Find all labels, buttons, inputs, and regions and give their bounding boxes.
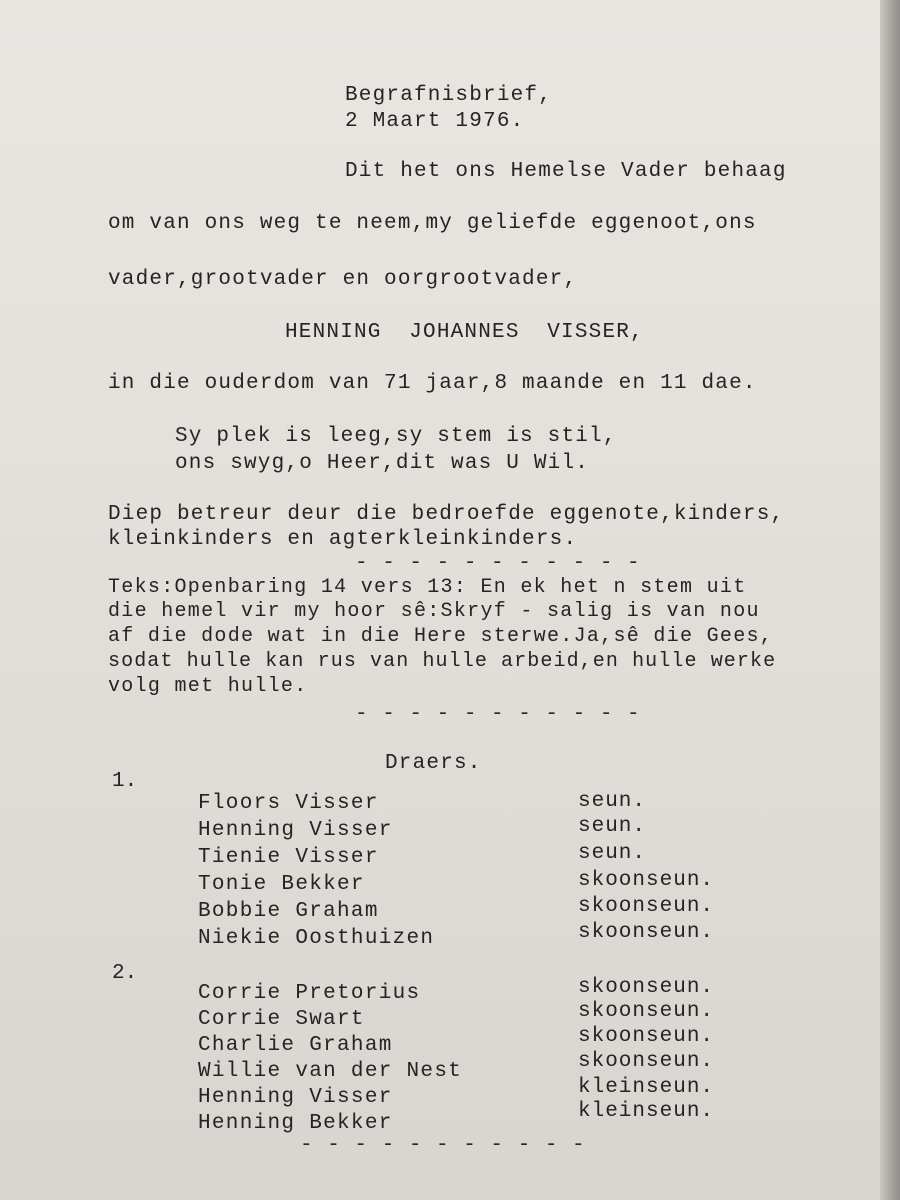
group-2-label: 2. xyxy=(112,962,138,985)
age-line: in die ouderdom van 71 jaar,8 maande en 11 dae. xyxy=(108,372,757,395)
bearer-relation: skoonseun. xyxy=(578,1000,715,1023)
scripture-line-2: die hemel vir my hoor sê:Skryf - salig is van nou xyxy=(108,600,760,623)
bearer-relation: skoonseun. xyxy=(578,1050,715,1073)
intro-line-3: vader,grootvader en oorgrootvader, xyxy=(108,268,578,291)
verse-line-1: Sy plek is leeg,sy stem is stil, xyxy=(175,425,617,448)
page-edge-shadow xyxy=(880,0,900,1200)
bearer-relation: seun. xyxy=(578,842,647,865)
bearer-name: Tonie Bekker xyxy=(198,873,365,896)
bearer-relation: seun. xyxy=(578,790,647,813)
bearer-name: Henning Visser xyxy=(198,819,393,842)
divider-1: - - - - - - - - - - - xyxy=(355,552,641,575)
bearer-relation: skoonseun. xyxy=(578,976,715,999)
bearer-name: Floors Visser xyxy=(198,792,379,815)
bearer-relation: skoonseun. xyxy=(578,869,715,892)
bearer-name: Charlie Graham xyxy=(198,1034,393,1057)
bearer-name: Corrie Pretorius xyxy=(198,982,421,1005)
deceased-name: HENNING JOHANNES VISSER, xyxy=(285,321,644,344)
scripture-line-5: volg met hulle. xyxy=(108,675,308,698)
divider-3: - - - - - - - - - - - xyxy=(300,1134,586,1157)
scripture-line-4: sodat hulle kan rus van hulle arbeid,en hulle werke xyxy=(108,650,777,673)
bearer-relation: seun. xyxy=(578,815,647,838)
intro-line-2: om van ons weg te neem,my geliefde eggenoot,ons xyxy=(108,212,757,235)
divider-2: - - - - - - - - - - - xyxy=(355,703,641,726)
bearer-name: Corrie Swart xyxy=(198,1008,365,1031)
letter-date: 2 Maart 1976. xyxy=(345,110,525,133)
bearer-name: Willie van der Nest xyxy=(198,1060,463,1083)
group-1-label: 1. xyxy=(112,770,138,793)
scripture-line-3: af die dode wat in die Here sterwe.Ja,sê die Gees, xyxy=(108,625,774,648)
bearer-relation: skoonseun. xyxy=(578,1025,715,1048)
bearer-relation: kleinseun. xyxy=(578,1100,715,1123)
bearer-relation: kleinseun. xyxy=(578,1076,715,1099)
bearer-relation: skoonseun. xyxy=(578,895,715,918)
bearer-name: Henning Visser xyxy=(198,1086,393,1109)
bearer-name: Henning Bekker xyxy=(198,1112,393,1135)
mourners-line-2: kleinkinders en agterkleinkinders. xyxy=(108,528,578,551)
verse-line-2: ons swyg,o Heer,dit was U Wil. xyxy=(175,452,590,475)
bearers-heading: Draers. xyxy=(385,752,482,775)
letter-title: Begrafnisbrief, xyxy=(345,84,553,107)
bearer-name: Tienie Visser xyxy=(198,846,379,869)
bearer-name: Bobbie Graham xyxy=(198,900,379,923)
intro-line-1: Dit het ons Hemelse Vader behaag xyxy=(345,160,787,183)
mourners-line-1: Diep betreur deur die bedroefde eggenote,kinders, xyxy=(108,503,785,526)
bearer-name: Niekie Oosthuizen xyxy=(198,927,435,950)
bearer-relation: skoonseun. xyxy=(578,921,715,944)
scripture-line-1: Teks:Openbaring 14 vers 13: En ek het n stem uit xyxy=(108,576,747,599)
